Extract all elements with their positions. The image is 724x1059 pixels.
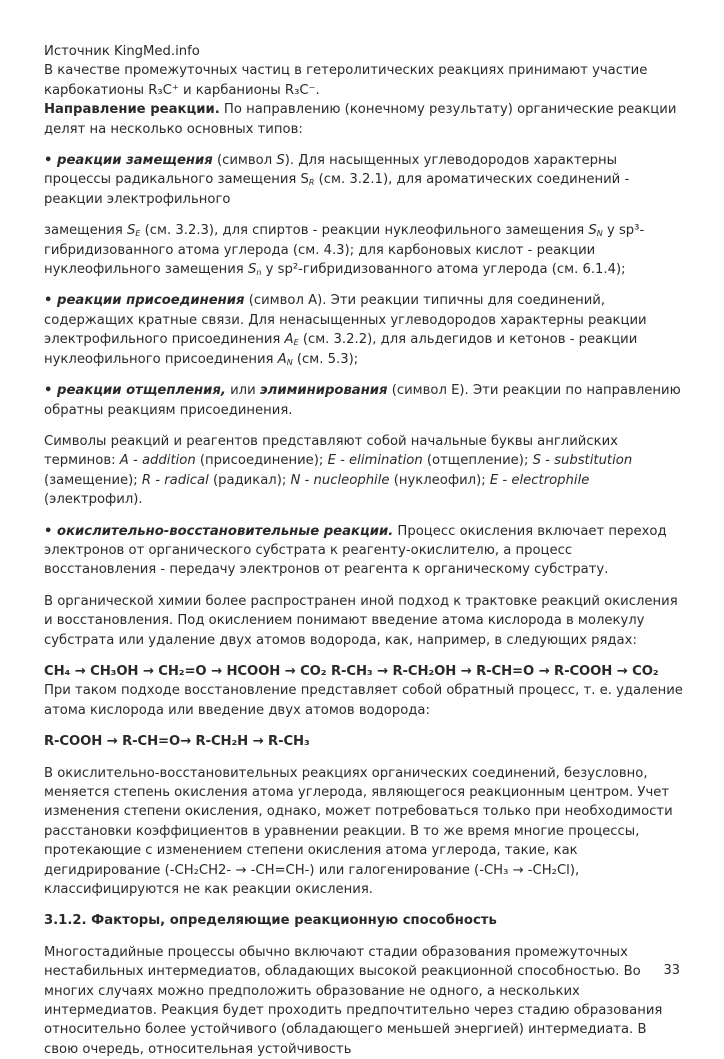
subscript: E — [135, 229, 141, 239]
bullet-mark: • — [44, 383, 58, 399]
text: (радикал); — [208, 472, 291, 488]
english-term: A - addition — [119, 453, 196, 469]
paragraph-intermediates: В качестве промежуточных частиц в гетеролитических реакциях принимают участие карбокатионы R₃C⁺ и карбанионы R₃C⁻. — [44, 63, 648, 98]
section-heading: 3.1.2. Факторы, определяющие реакционную способность — [44, 913, 497, 929]
symbol: S — [127, 223, 136, 239]
bullet-substitution — [44, 151, 684, 209]
term-substitution: реакции замещения — [57, 153, 213, 169]
text: (замещение); — [44, 472, 142, 488]
text: у sp²-гибридизованного атома углерода (см. 6.1.4); — [261, 262, 626, 278]
paragraph-oxidation-approach: В органической химии более распространен иной подход к трактовке реакций окисления и восстановления. Под окислением понимают введение атома кислорода в молекулу субстрата или удаление двух атомов водорода, как, например, в следующих рядах: — [44, 593, 678, 648]
text: ). Для насыщенных углеводородов характерны процессы радикального замещения S — [44, 153, 618, 188]
text: или — [225, 383, 260, 399]
text: (см. 5.3); — [292, 351, 359, 367]
symbol: A — [284, 332, 294, 348]
paragraph-multistage: Многостадийные процессы обычно включают стадии образования промежуточных нестабильных интермедиатов, обладающих высокой реакционной способностью. Во многих случаях можно предположить образование не одного, а нескольких интермедиатов. Реакция будет проходить предпочтительно через стадию образования относительно более устойчивого (обладающего меньшей энергией) интермедиата. В свою очередь, относительная устойчивость — [44, 944, 663, 1057]
reaction-direction-text: По направлению (конечному результату) органические реакции делят на несколько основных типов: — [44, 102, 677, 137]
text: (см. 3.2.2), для альдегидов и кетонов - реакции нуклеофильного присоединения — [44, 332, 638, 367]
term-elimination: реакции отщепления, — [57, 383, 226, 399]
bullet-redox — [44, 522, 684, 580]
english-term: S - substitution — [532, 453, 633, 469]
source-line: Источник KingMed.info — [44, 44, 200, 59]
symbol: S — [588, 223, 597, 239]
bullet-mark: • — [44, 523, 58, 539]
subscript: E — [293, 338, 299, 348]
text: у sp³-гибридизованного атома углерода (см. 4.3); для карбоновых кислот - реакции нуклеофильного замещения — [44, 223, 645, 278]
text: (символ Е). Эти реакции по направлению обратны реакциям присоединения. — [44, 383, 681, 418]
symbol: S — [276, 153, 285, 169]
text: замещения — [44, 223, 128, 239]
formula-oxidation-series: CH₄ → CH₃OH → CH₂=O → HCOOH → CO₂ R-CH₃ → R-CH₂OH → R-CH=O → R-COOH → CO₂ — [44, 663, 659, 679]
text: (присоединение); — [195, 453, 328, 469]
paragraph-oxidation-state: В окислительно-восстановительных реакциях органических соединений, безусловно, меняется степень окисления атома углерода, являющегося реакционным центром. Учет изменения степени окисления, однако, может потребоваться только при необходимости расстановки коэффициентов в уравнении реакции. В то же время многие процессы, протекающие с изменением степени окисления атома углерода, такие, как дегидрирование (-CH₂CH2- → -CH=CH-) или галогенирование (-CH₃ → -CH₂Cl), классифицируются не как реакции окисления. — [44, 765, 673, 898]
english-term: N - nucleophile — [290, 472, 390, 488]
paragraph-reaction-direction — [44, 100, 684, 139]
subscript: n — [256, 268, 262, 278]
text: (символ — [212, 153, 277, 169]
text: (отщепление); — [422, 453, 533, 469]
text: Процесс окисления включает переход электронов от органического субстрата к реагенту-окислителю, а процесс восстановления - передачу электронов от реагента к органическому субстрату. — [44, 523, 667, 578]
bullet-mark: • — [44, 153, 58, 169]
term-addition: реакции присоединения — [57, 293, 245, 309]
english-term: R - radical — [141, 472, 209, 488]
subscript: N — [286, 357, 293, 367]
symbol: A — [277, 351, 287, 367]
bullet-mark: • — [44, 293, 58, 309]
english-term: E - electrophile — [489, 472, 590, 488]
reaction-direction-heading: Направление реакции. — [44, 102, 220, 118]
text: Символы реакций и реагентов представляют собой начальные буквы английских терминов: — [44, 433, 618, 469]
formula-reduction-series: R-COOH → R-CH=O→ R-CH₂H → R-CH₃ — [44, 734, 310, 750]
paragraph-reduction: При таком подходе восстановление представляет собой обратный процесс, т. е. удаление атома кислорода или введение двух атомов водорода: — [44, 683, 683, 718]
paragraph-symbols — [44, 432, 684, 510]
english-term: E - elimination — [327, 453, 423, 469]
bullet-elimination — [44, 381, 684, 420]
text: (символ А). Эти реакции типичны для соединений, содержащих кратные связи. Для ненасыщенных углеводородов характерны реакции электрофильного присоединения — [44, 293, 647, 348]
text: (электрофил). — [44, 492, 143, 508]
document-page — [44, 42, 684, 1059]
page-number: 33 — [663, 963, 680, 978]
text: (см. 3.2.1), для ароматических соединений - реакции электрофильного — [44, 172, 630, 207]
term-redox: окислительно-восстановительные реакции. — [57, 523, 394, 539]
subscript: R — [308, 178, 315, 188]
term-elimination-alt: элиминирования — [259, 383, 388, 399]
text: (нуклеофил); — [389, 472, 490, 488]
text: (см. 3.2.3), для спиртов - реакции нуклеофильного замещения — [140, 223, 589, 239]
bullet-substitution-continued — [44, 221, 684, 279]
symbol: S — [247, 262, 257, 278]
bullet-addition — [44, 291, 684, 369]
subscript: N — [596, 229, 603, 239]
